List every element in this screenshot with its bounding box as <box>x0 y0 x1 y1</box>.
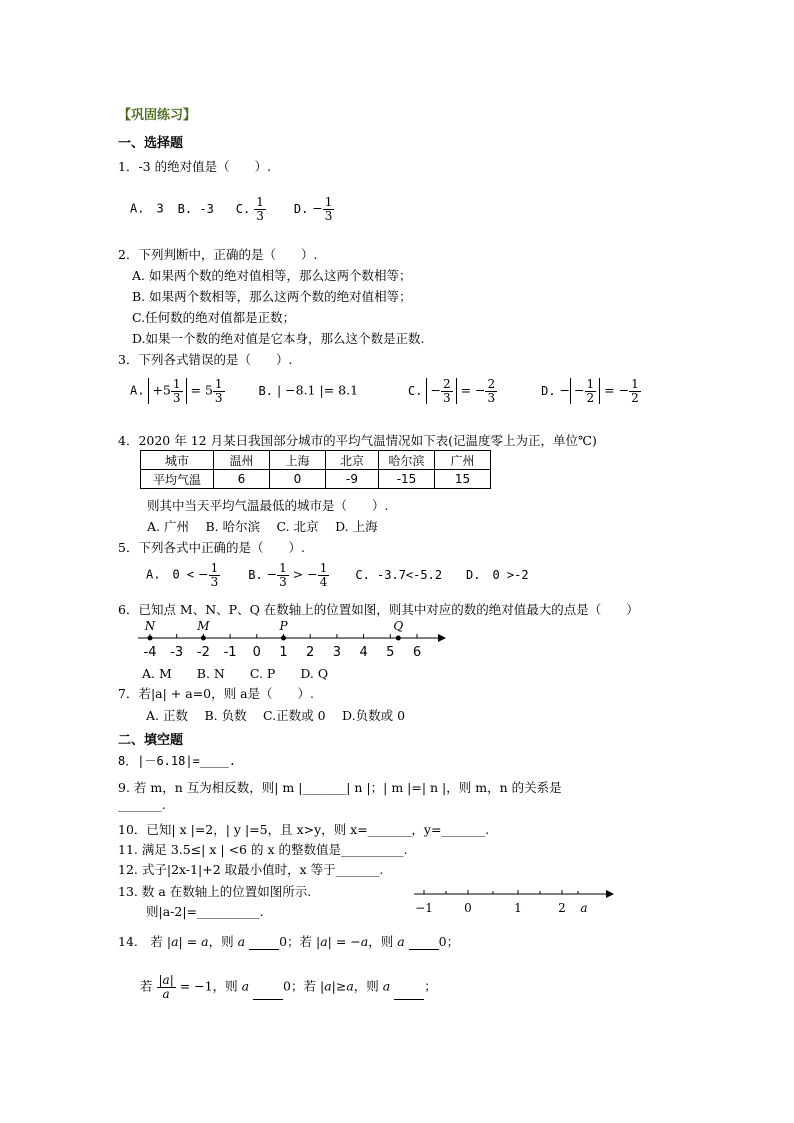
q12: 12. 式子|2x-1|+2 取最小值时，x 等于_______. <box>118 862 384 877</box>
q6-stem: 6．已知点 M、N、P、Q 在数轴上的位置如图，则其中对应的数的绝对值最大的点是（ ） <box>118 602 639 617</box>
q2-stem: 2．下列判断中，正确的是（ ）. <box>118 247 318 262</box>
q5-option-b: B. <box>248 567 263 582</box>
tick-label: 5 <box>386 645 395 660</box>
q2-option-c: C.任何数的绝对值都是正数； <box>132 310 296 325</box>
q3-b-expr: | −8.1 |= 8.1 <box>276 382 359 398</box>
q3-options: A. +5 $\frac{1}{3}$ = 5 $\frac{1}{3}$ B. | −8.1 |= 8.1 C. − $\frac{2}{3}$ = − $\frac{2}{3}$ D. − − $\frac{1}{2}$ = − $\frac{1}{2}$ <box>130 377 639 405</box>
q1-stem: 1．-3 的绝对值是（ ）. <box>118 159 272 174</box>
q14-fraction: $\frac{|a|}{a}$ <box>158 973 174 1001</box>
q5-option-d: D. 0 >-2 <box>466 567 529 582</box>
point-M <box>201 636 206 641</box>
point-label-N: N <box>144 619 156 633</box>
tick-label: -3 <box>170 645 184 660</box>
q3-c-abs: − $\frac{2}{3}$ <box>426 378 456 404</box>
q2-option-b: B. 如果两个数相等，那么这两个数的绝对值相等； <box>132 289 412 304</box>
tick-label: 6 <box>412 645 422 660</box>
q13-number-line <box>400 880 620 920</box>
table-cell: 上海 <box>270 451 326 470</box>
q3-option-a: A. <box>130 383 145 398</box>
tick-label: -4 <box>143 645 157 660</box>
q14-line2: 若 $\frac{|a|}{a}$ = −1，则 a 0；若 |a|≥a，则 a ； <box>140 973 437 1001</box>
table-row <box>141 470 491 489</box>
section-choice-heading: 一、选择题 <box>118 136 184 151</box>
temperature-table <box>140 450 491 489</box>
q8: 8．|－6.18|=____. <box>118 754 236 768</box>
q3-option-d: D. <box>541 383 556 398</box>
point-label-P: P <box>279 619 288 633</box>
tick-label: 1 <box>514 901 522 915</box>
page-title: 【巩固练习】 <box>118 108 197 123</box>
tick-label: 4 <box>359 645 368 660</box>
q1-option-c-fraction: $\frac{1}{3}$ <box>256 195 264 223</box>
q14-expr1: |a| = a <box>166 934 209 949</box>
q2-option-a: A. 如果两个数的绝对值相等，那么这两个数相等； <box>132 268 412 283</box>
q1-option-b: B. -3 <box>177 201 214 216</box>
tick-label: -1 <box>223 645 237 660</box>
q4-options: A. 广州 B. 哈尔滨 C. 北京 D. 上海 <box>147 519 378 534</box>
q3-a-result: $\frac{1}{3}$ <box>214 377 223 405</box>
q13-line2: 则|a-2|=__________. <box>146 904 264 919</box>
table-cell: -9 <box>326 470 379 489</box>
tick-label: 2 <box>558 901 566 915</box>
q2-option-d: D.如果一个数的绝对值是它本身，那么这个数是正数. <box>132 331 425 346</box>
table-cell: 城市 <box>141 451 214 470</box>
q1-option-c: C. <box>235 201 251 216</box>
q1-option-d-sign: − <box>312 200 323 216</box>
q1-option-d-fraction: $\frac{1}{3}$ <box>324 195 333 223</box>
q14-line1: 14. 若 |a| = a，则 a 0；若 |a| = −a，则 a 0； <box>118 934 460 949</box>
q7-options: A. 正数 B. 负数 C.正数或 0 D.负数或 0 <box>146 708 406 723</box>
tick-label: 1 <box>279 645 288 660</box>
q9-line2: _______. <box>118 797 166 812</box>
table-row <box>141 451 491 470</box>
q6-number-line <box>138 618 448 664</box>
q3-a-abs: +5 $\frac{1}{3}$ <box>148 378 186 404</box>
table-cell: 哈尔滨 <box>379 451 435 470</box>
q5-stem: 5．下列各式中正确的是（ ）. <box>118 540 305 555</box>
point-label-Q: Q <box>393 619 404 633</box>
point-label-a: a <box>580 901 588 915</box>
q14-expr2: |a| = −a <box>316 934 369 949</box>
section-fill-heading: 二、填空题 <box>118 733 184 748</box>
point-Q <box>396 636 401 641</box>
q14-blank1[interactable] <box>249 937 279 950</box>
q10: 10．已知| x |=2，| y |=5，且 x>y，则 x=_______，y=_______. <box>118 822 490 837</box>
table-cell: 温州 <box>214 451 270 470</box>
q3-option-b: B. <box>258 383 273 398</box>
q13-line1: 13. 数 a 在数轴上的位置如图所示. <box>118 884 312 899</box>
q3-d-result: $\frac{1}{2}$ <box>631 377 639 405</box>
tick-label: -2 <box>196 645 210 660</box>
point-label-M: M <box>197 619 210 633</box>
q14-expr3: |a|≥a <box>319 978 354 994</box>
table-cell: 平均气温 <box>141 470 214 489</box>
q3-c-result: $\frac{2}{3}$ <box>487 377 496 405</box>
q7-stem: 7．若|a| + a=0，则 a是（ ）. <box>118 686 315 701</box>
tick-label: −1 <box>415 901 433 915</box>
q14-blank2[interactable] <box>409 937 439 950</box>
tick-label: 0 <box>464 901 472 915</box>
q1-options <box>130 196 334 222</box>
q5-options: A. 0 < − $\frac{1}{3}$ B. − $\frac{1}{3}$ > − $\frac{1}{4}$ C. -3.7<-5.2 D. 0 >-2 <box>146 561 529 589</box>
q14-blank4[interactable] <box>394 987 424 1000</box>
point-N <box>148 636 153 641</box>
q3-option-c: C. <box>408 383 423 398</box>
q3-d-abs: − $\frac{1}{2}$ <box>570 378 600 404</box>
table-cell: 北京 <box>326 451 379 470</box>
q4-sub: 则其中当天平均气温最低的城市是（ ）. <box>147 498 389 513</box>
q4-stem: 4．2020 年 12 月某日我国部分城市的平均气温情况如下表(记温度零上为正，单位℃) <box>118 433 597 448</box>
q11: 11. 满足 3.5≤| x | <6 的 x 的整数值是__________. <box>118 842 408 857</box>
q9-line1: 9. 若 m，n 互为相反数，则| m |_______| n |；| m |=| n |，则 m，n 的关系是 <box>118 780 562 795</box>
table-cell: -15 <box>379 470 435 489</box>
q1-option-d: D. <box>293 201 309 216</box>
q3-stem: 3．下列各式错误的是（ ）. <box>118 352 293 367</box>
q5-option-a: A. 0 < <box>146 567 195 582</box>
q1-option-a: A. 3 <box>130 201 164 216</box>
table-cell: 15 <box>435 470 491 489</box>
tick-label: 2 <box>306 645 315 660</box>
q14-blank3[interactable] <box>253 987 283 1000</box>
table-cell: 广州 <box>435 451 491 470</box>
q6-options: A. M B. N C. P D. Q <box>142 666 329 681</box>
point-P <box>281 636 286 641</box>
table-cell: 6 <box>214 470 270 489</box>
tick-label: 0 <box>252 645 261 660</box>
table-cell: 0 <box>270 470 326 489</box>
tick-label: 3 <box>332 645 342 660</box>
q5-option-c: C. -3.7<-5.2 <box>355 567 443 582</box>
